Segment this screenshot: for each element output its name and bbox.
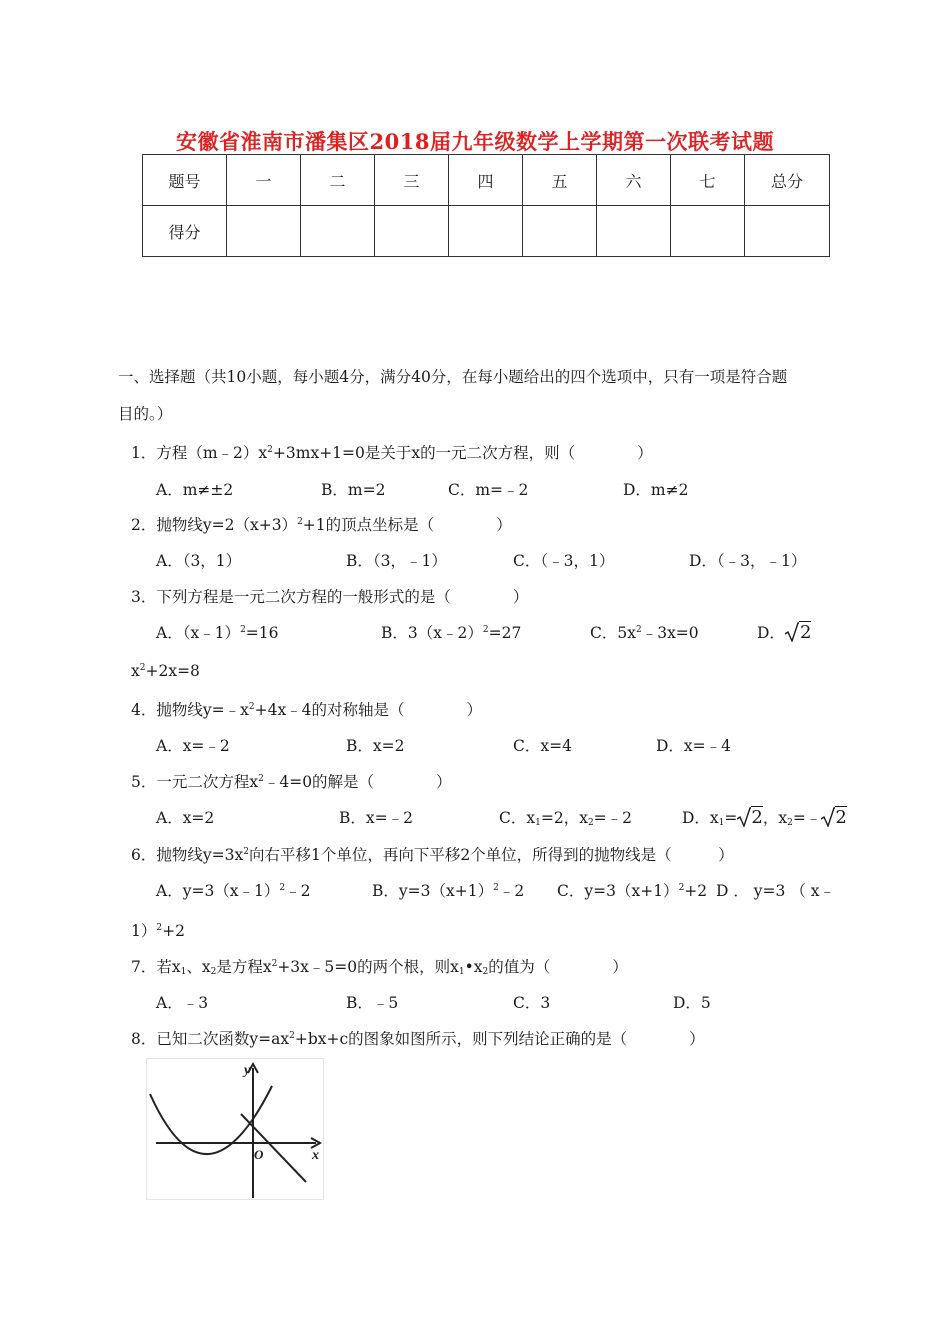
score-header-cell: 一	[227, 155, 301, 206]
q4-option-b: B．x=2	[346, 737, 405, 755]
score-header-cell: 二	[301, 155, 375, 206]
score-header-cell: 五	[523, 155, 597, 206]
score-cell	[449, 206, 523, 257]
q2-option-a: A．（3，1）	[156, 552, 242, 570]
q4-option-c: C．x=4	[513, 737, 572, 755]
q7-option-c: C．3	[513, 994, 551, 1012]
q6-option-a: A．y=3（x﹣1）$^2$﹣2	[156, 882, 311, 900]
q3-option-b: B．3（x﹣2）$^2$=27	[381, 624, 522, 642]
section-heading-line2: 目的。）	[118, 405, 173, 423]
q1-option-a: A．m≠±2	[156, 481, 234, 499]
question-1-stem: 1．方程$(m﹣2)x^2+3mx+1=0$是关于x的一元二次方程，则（ ）	[131, 444, 653, 462]
q1-option-d: D．m≠2	[623, 481, 689, 499]
score-header-cell: 六	[597, 155, 671, 206]
radical-sign-icon	[821, 807, 835, 827]
q5-option-c: C．$x_1=2$，$x_2=﹣2$	[499, 809, 633, 828]
q3-option-c: C．$5x^2﹣3x=0$	[590, 624, 699, 642]
q6-option-d-continued: 1）$^2$+2	[131, 922, 185, 940]
q2-option-d: D．（﹣3，﹣1）	[689, 552, 807, 570]
score-header-cell: 七	[671, 155, 745, 206]
q7-option-a: A．﹣3	[156, 994, 209, 1012]
radical-sign-icon	[785, 622, 799, 642]
score-cell	[671, 206, 745, 257]
q5-option-d: D．$x_1= 2$，$x_2=﹣$ 2	[682, 807, 847, 828]
score-header-cell: 总分	[745, 155, 830, 206]
score-table	[142, 154, 830, 257]
question-4-stem: 4．抛物线$y=﹣x^2+4x﹣4$的对称轴是（ ）	[131, 701, 483, 719]
q7-option-d: D．5	[673, 994, 711, 1012]
origin-label: O	[254, 1147, 264, 1162]
q7-option-b: B．﹣5	[346, 994, 399, 1012]
q8-function-graph	[146, 1058, 324, 1200]
page-title: 安徽省淮南市潘集区2018届九年级数学上学期第一次联考试题	[176, 129, 774, 154]
question-3-stem: 3．下列方程是一元二次方程的一般形式的是（ ）	[131, 588, 529, 606]
q1-option-b: B．m=2	[321, 481, 386, 499]
sqrt-symbol: 2	[785, 622, 811, 643]
q4-option-a: A．x=﹣2	[156, 737, 230, 755]
q2-option-b: B．（3，﹣1）	[346, 552, 447, 570]
score-cell	[597, 206, 671, 257]
score-table-header-row	[143, 155, 830, 206]
score-cell	[523, 206, 597, 257]
q1-option-c: C．m=﹣2	[448, 481, 529, 499]
q5-option-b: B．x=﹣2	[339, 809, 413, 827]
score-cell	[745, 206, 830, 257]
graph-frame	[147, 1059, 324, 1200]
q6-option-c: C．$y=3(x+1)^2+2$	[557, 882, 708, 900]
q6-option-d: D ． y=3 （ x﹣	[716, 882, 835, 900]
q6-option-b: B．$y=3(x+1)^2﹣2$	[372, 882, 525, 900]
q3-option-d: D． 2	[757, 622, 812, 643]
score-cell	[375, 206, 449, 257]
sqrt-symbol: 2	[821, 807, 846, 828]
q3-option-d-continued: $x^2+2x=8$	[131, 662, 200, 680]
q5-option-a: A．x=2	[156, 809, 215, 827]
q3-option-a: A．（x﹣1）$^2$=16	[156, 624, 279, 642]
y-axis-label: y	[244, 1063, 251, 1078]
score-row-label: 得分	[143, 206, 227, 257]
x-axis-label: x	[312, 1148, 319, 1163]
score-header-cell: 四	[449, 155, 523, 206]
q2-option-c: C．（﹣3，1）	[513, 552, 615, 570]
question-7-stem: 7．若$x_1$、$x_2$是方程$x^2+3x﹣5=0$的两个根，则$x_1•x_2$的值为（ ）	[131, 958, 628, 977]
question-8-stem: 8．已知二次函数$y=ax^2+bx+c$的图象如图所示，则下列结论正确的是（ ）	[131, 1030, 705, 1048]
sqrt-symbol: 2	[737, 807, 762, 828]
score-table-score-row	[143, 206, 830, 257]
score-header-cell: 三	[375, 155, 449, 206]
q4-option-d: D．x=﹣4	[656, 737, 732, 755]
radical-sign-icon	[737, 807, 751, 827]
section-heading-line1: 一、选择题（共10小题，每小题4分，满分40分，在每小题给出的四个选项中，只有一项是符合题	[118, 368, 788, 386]
score-cell	[227, 206, 301, 257]
question-6-stem: 6．抛物线$y=3x^2$向右平移1个单位，再向下平移2个单位，所得到的抛物线是（ ）	[131, 846, 734, 864]
score-header-cell: 题号	[143, 155, 227, 206]
question-5-stem: 5．一元二次方程$x^2﹣4=0$的解是（ ）	[131, 773, 452, 791]
score-cell	[301, 206, 375, 257]
question-2-stem: 2．抛物线$y=2(x+3)^2+1$的顶点坐标是（ ）	[131, 516, 512, 534]
